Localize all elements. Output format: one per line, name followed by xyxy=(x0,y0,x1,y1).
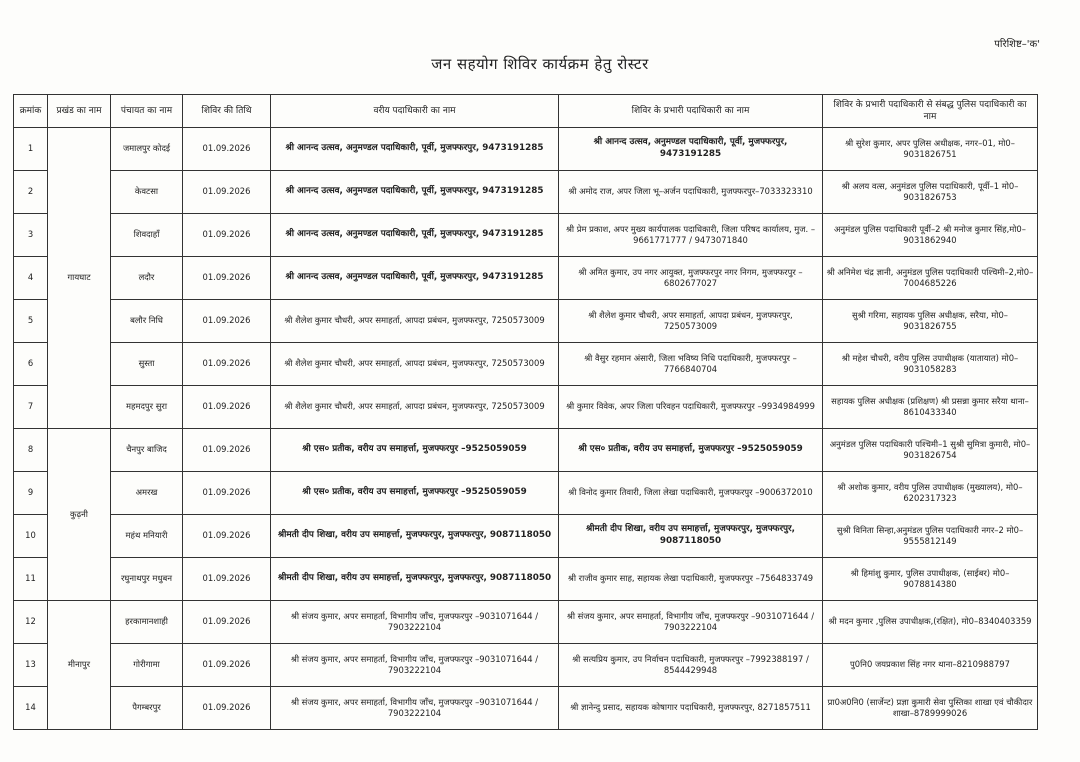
cell-senior-officer: श्री एस० प्रतीक, वरीय उप समाहर्त्ता, मुजफ्फरपुर –9525059059 xyxy=(271,429,559,472)
cell-sno: 9 xyxy=(14,472,48,515)
table-row xyxy=(14,429,1038,472)
cell-panchayat: केवटसा xyxy=(111,171,183,214)
cell-panchayat: महमदपुर सुरा xyxy=(111,386,183,429)
header-police-officer: शिविर के प्रभारी पदाधिकारी से संबद्ध पुलिस पदाधिकारी का नाम xyxy=(823,95,1038,128)
cell-incharge-officer: श्री कुमार विवेक, अपर जिला परिवहन पदाधिकारी, मुजफ्फरपुर –9934984999 xyxy=(559,386,823,429)
cell-date: 01.09.2026 xyxy=(183,214,271,257)
cell-senior-officer: श्री शैलेश कुमार चौधरी, अपर समाहर्ता, आपदा प्रबंधन, मुजफ्फरपुर, 7250573009 xyxy=(271,343,559,386)
cell-date: 01.09.2026 xyxy=(183,343,271,386)
cell-police-officer: अनुमंडल पुलिस पदाधिकारी पश्चिमी–1 सुश्री सुमित्रा कुमारी, मो0–9031826754 xyxy=(823,429,1038,472)
cell-senior-officer: श्री आनन्द उत्सव, अनुमण्डल पदाधिकारी, पूर्वी, मुजफ्फरपुर, 9473191285 xyxy=(271,171,559,214)
cell-incharge-officer: श्री अमित कुमार, उप नगर आयुक्त, मुजफ्फरपुर नगर निगम, मुजफ्फरपुर –6802677027 xyxy=(559,257,823,300)
cell-panchayat: जमालपुर कोदई xyxy=(111,128,183,171)
cell-incharge-officer: श्री वैसुर रहमान अंसारी, जिला भविष्य निधि पदाधिकारी, मुजफ्फरपुर –7766840704 xyxy=(559,343,823,386)
header-panchayat: पंचायत का नाम xyxy=(111,95,183,128)
cell-date: 01.09.2026 xyxy=(183,257,271,300)
cell-incharge-officer: श्रीमती दीप शिखा, वरीय उप समाहर्त्ता, मुजफ्फरपुर, मुजफ्फरपुर, 9087118050 xyxy=(559,515,823,558)
cell-incharge-officer: श्री ज्ञानेन्दु प्रसाद, सहायक कोषागार पदाधिकारी, मुजफ्फरपुर, 8271857511 xyxy=(559,687,823,730)
cell-police-officer: सुश्री गरिमा, सहायक पुलिस अधीक्षक, सरैया, मो0–9031826755 xyxy=(823,300,1038,343)
table-row xyxy=(14,472,1038,515)
table-row xyxy=(14,128,1038,171)
cell-senior-officer: श्रीमती दीप शिखा, वरीय उप समाहर्त्ता, मुजफ्फरपुर, मुजफ्फरपुर, 9087118050 xyxy=(271,558,559,601)
cell-panchayat: रघुनाथपुर मधुबन xyxy=(111,558,183,601)
header-sno: क्रमांक xyxy=(14,95,48,128)
header-incharge-officer: शिविर के प्रभारी पदाधिकारी का नाम xyxy=(559,95,823,128)
header-block: प्रखंड का नाम xyxy=(48,95,111,128)
cell-police-officer: पु0नि0 जयप्रकाश सिंह नगर थाना–8210988797 xyxy=(823,644,1038,687)
cell-block: मीनापुर xyxy=(48,601,111,730)
cell-sno: 10 xyxy=(14,515,48,558)
cell-police-officer: श्री सुरेश कुमार, अपर पुलिस अधीक्षक, नगर–01, मो0–9031826751 xyxy=(823,128,1038,171)
cell-sno: 3 xyxy=(14,214,48,257)
cell-panchayat: पैगम्बरपुर xyxy=(111,687,183,730)
cell-date: 01.09.2026 xyxy=(183,472,271,515)
cell-sno: 7 xyxy=(14,386,48,429)
cell-sno: 14 xyxy=(14,687,48,730)
cell-senior-officer: श्री आनन्द उत्सव, अनुमण्डल पदाधिकारी, पूर्वी, मुजफ्फरपुर, 9473191285 xyxy=(271,257,559,300)
table-row xyxy=(14,257,1038,300)
cell-date: 01.09.2026 xyxy=(183,300,271,343)
table-row xyxy=(14,300,1038,343)
cell-block: गायघाट xyxy=(48,128,111,429)
table-row xyxy=(14,515,1038,558)
cell-date: 01.09.2026 xyxy=(183,429,271,472)
cell-incharge-officer: श्री संजय कुमार, अपर समाहर्ता, विभागीय जाँच, मुजफ्फरपुर –9031071644 / 7903222104 xyxy=(559,601,823,644)
cell-incharge-officer: श्री आनन्द उत्सव, अनुमण्डल पदाधिकारी, पूर्वी, मुजफ्फरपुर, 9473191285 xyxy=(559,128,823,171)
cell-senior-officer: श्री आनन्द उत्सव, अनुमण्डल पदाधिकारी, पूर्वी, मुजफ्फरपुर, 9473191285 xyxy=(271,214,559,257)
cell-incharge-officer: श्री सत्यप्रिय कुमार, उप निर्वाचन पदाधिकारी, मुजफ्फरपुर –7992388197 / 8544429948 xyxy=(559,644,823,687)
cell-sno: 12 xyxy=(14,601,48,644)
annexure-label: परिशिष्ट–'क' xyxy=(994,39,1040,50)
cell-police-officer: अनुमंडल पुलिस पदाधिकारी पूर्वी–2 श्री मनोज कुमार सिंह,मो0–9031862940 xyxy=(823,214,1038,257)
cell-senior-officer: श्री आनन्द उत्सव, अनुमण्डल पदाधिकारी, पूर्वी, मुजफ्फरपुर, 9473191285 xyxy=(271,128,559,171)
cell-sno: 1 xyxy=(14,128,48,171)
cell-sno: 11 xyxy=(14,558,48,601)
cell-panchayat: महंथ मनियारी xyxy=(111,515,183,558)
cell-police-officer: श्री अलय वत्स, अनुमंडल पुलिस पदाधिकारी, पूर्वी–1 मो0–9031826753 xyxy=(823,171,1038,214)
header-senior-officer: वरीय पदाधिकारी का नाम xyxy=(271,95,559,128)
cell-panchayat: अमरख xyxy=(111,472,183,515)
cell-sno: 2 xyxy=(14,171,48,214)
cell-sno: 5 xyxy=(14,300,48,343)
table-row xyxy=(14,558,1038,601)
cell-panchayat: बलौर निधि xyxy=(111,300,183,343)
cell-date: 01.09.2026 xyxy=(183,687,271,730)
cell-police-officer: श्री अनिमेश चंद्र ज्ञानी, अनुमंडल पुलिस पदाधिकारी पश्चिमी–2,मो0–7004685226 xyxy=(823,257,1038,300)
cell-police-officer: श्री हिमांशु कुमार, पुलिस उपाधीक्षक, (साईबर) मो0–9078814380 xyxy=(823,558,1038,601)
roster-table xyxy=(13,94,1038,730)
table-row xyxy=(14,601,1038,644)
cell-date: 01.09.2026 xyxy=(183,386,271,429)
table-row xyxy=(14,386,1038,429)
table-row xyxy=(14,644,1038,687)
cell-date: 01.09.2026 xyxy=(183,515,271,558)
cell-date: 01.09.2026 xyxy=(183,601,271,644)
cell-police-officer: श्री महेश चौधरी, वरीय पुलिस उपाधीक्षक (यातायात) मो0–9031058283 xyxy=(823,343,1038,386)
page-title: जन सहयोग शिविर कार्यक्रम हेतु रोस्टर xyxy=(431,55,649,73)
cell-incharge-officer: श्री विनोद कुमार तिवारी, जिला लेखा पदाधिकारी, मुजफ्फरपुर –9006372010 xyxy=(559,472,823,515)
cell-senior-officer: श्री शैलेश कुमार चौधरी, अपर समाहर्ता, आपदा प्रबंधन, मुजफ्फरपुर, 7250573009 xyxy=(271,300,559,343)
cell-police-officer: प्रा0अ0नि0 (सार्जेन्ट) प्रज्ञा कुमारी सेवा पुस्तिका शाखा एवं चौकीदार शाखा–8789999026 xyxy=(823,687,1038,730)
header-date: शिविर की तिथि xyxy=(183,95,271,128)
cell-police-officer: सुश्री विनिता सिन्हा,अनुमंडल पुलिस पदाधिकारी नगर–2 मो0–9555812149 xyxy=(823,515,1038,558)
cell-panchayat: गोरीगामा xyxy=(111,644,183,687)
cell-senior-officer: श्री संजय कुमार, अपर समाहर्ता, विभागीय जाँच, मुजफ्फरपुर –9031071644 / 7903222104 xyxy=(271,687,559,730)
cell-senior-officer: श्री शैलेश कुमार चौधरी, अपर समाहर्ता, आपदा प्रबंधन, मुजफ्फरपुर, 7250573009 xyxy=(271,386,559,429)
cell-incharge-officer: श्री एस० प्रतीक, वरीय उप समाहर्त्ता, मुजफ्फरपुर –9525059059 xyxy=(559,429,823,472)
cell-incharge-officer: श्री प्रेम प्रकाश, अपर मुख्य कार्यपालक पदाधिकारी, जिला परिषद कार्यालय, मुज. –9661771777 / 9473071840 xyxy=(559,214,823,257)
cell-date: 01.09.2026 xyxy=(183,171,271,214)
cell-police-officer: श्री अशोक कुमार, वरीय पुलिस उपाधीक्षक (मुख्यालय), मो0– 6202317323 xyxy=(823,472,1038,515)
table-header-row xyxy=(14,95,1038,128)
cell-panchayat: चैनपुर बाजिद xyxy=(111,429,183,472)
cell-sno: 8 xyxy=(14,429,48,472)
cell-senior-officer: श्री संजय कुमार, अपर समाहर्ता, विभागीय जाँच, मुजफ्फरपुर –9031071644 / 7903222104 xyxy=(271,644,559,687)
cell-panchayat: सुस्ता xyxy=(111,343,183,386)
cell-panchayat: हरकामानशाही xyxy=(111,601,183,644)
cell-senior-officer: श्रीमती दीप शिखा, वरीय उप समाहर्त्ता, मुजफ्फरपुर, मुजफ्फरपुर, 9087118050 xyxy=(271,515,559,558)
cell-sno: 6 xyxy=(14,343,48,386)
cell-block: कुढ़नी xyxy=(48,429,111,601)
cell-date: 01.09.2026 xyxy=(183,644,271,687)
table-row xyxy=(14,687,1038,730)
cell-sno: 4 xyxy=(14,257,48,300)
table-row xyxy=(14,214,1038,257)
cell-senior-officer: श्री एस० प्रतीक, वरीय उप समाहर्त्ता, मुजफ्फरपुर –9525059059 xyxy=(271,472,559,515)
cell-incharge-officer: श्री अमोद राज, अपर जिला भू–अर्जन पदाधिकारी, मुजफ्फरपुर–7033323310 xyxy=(559,171,823,214)
cell-date: 01.09.2026 xyxy=(183,558,271,601)
cell-incharge-officer: श्री शैलेश कुमार चौधरी, अपर समाहर्ता, आपदा प्रबंधन, मुजफ्फरपुर, 7250573009 xyxy=(559,300,823,343)
cell-senior-officer: श्री संजय कुमार, अपर समाहर्ता, विभागीय जाँच, मुजफ्फरपुर –9031071644 / 7903222104 xyxy=(271,601,559,644)
cell-sno: 13 xyxy=(14,644,48,687)
cell-police-officer: सहायक पुलिस अधीक्षक (प्रशिक्षण) श्री प्रसन्ना कुमार सरैया थाना–8610433340 xyxy=(823,386,1038,429)
table-row xyxy=(14,171,1038,214)
cell-incharge-officer: श्री राजीव कुमार साह, सहायक लेखा पदाधिकारी, मुजफ्फरपुर –7564833749 xyxy=(559,558,823,601)
table-row xyxy=(14,343,1038,386)
cell-panchayat: शिवदाहाँ xyxy=(111,214,183,257)
cell-panchayat: लदौर xyxy=(111,257,183,300)
cell-date: 01.09.2026 xyxy=(183,128,271,171)
cell-police-officer: श्री मदन कुमार ,पुलिस उपाधीक्षक,(रक्षित), मो0–8340403359 xyxy=(823,601,1038,644)
